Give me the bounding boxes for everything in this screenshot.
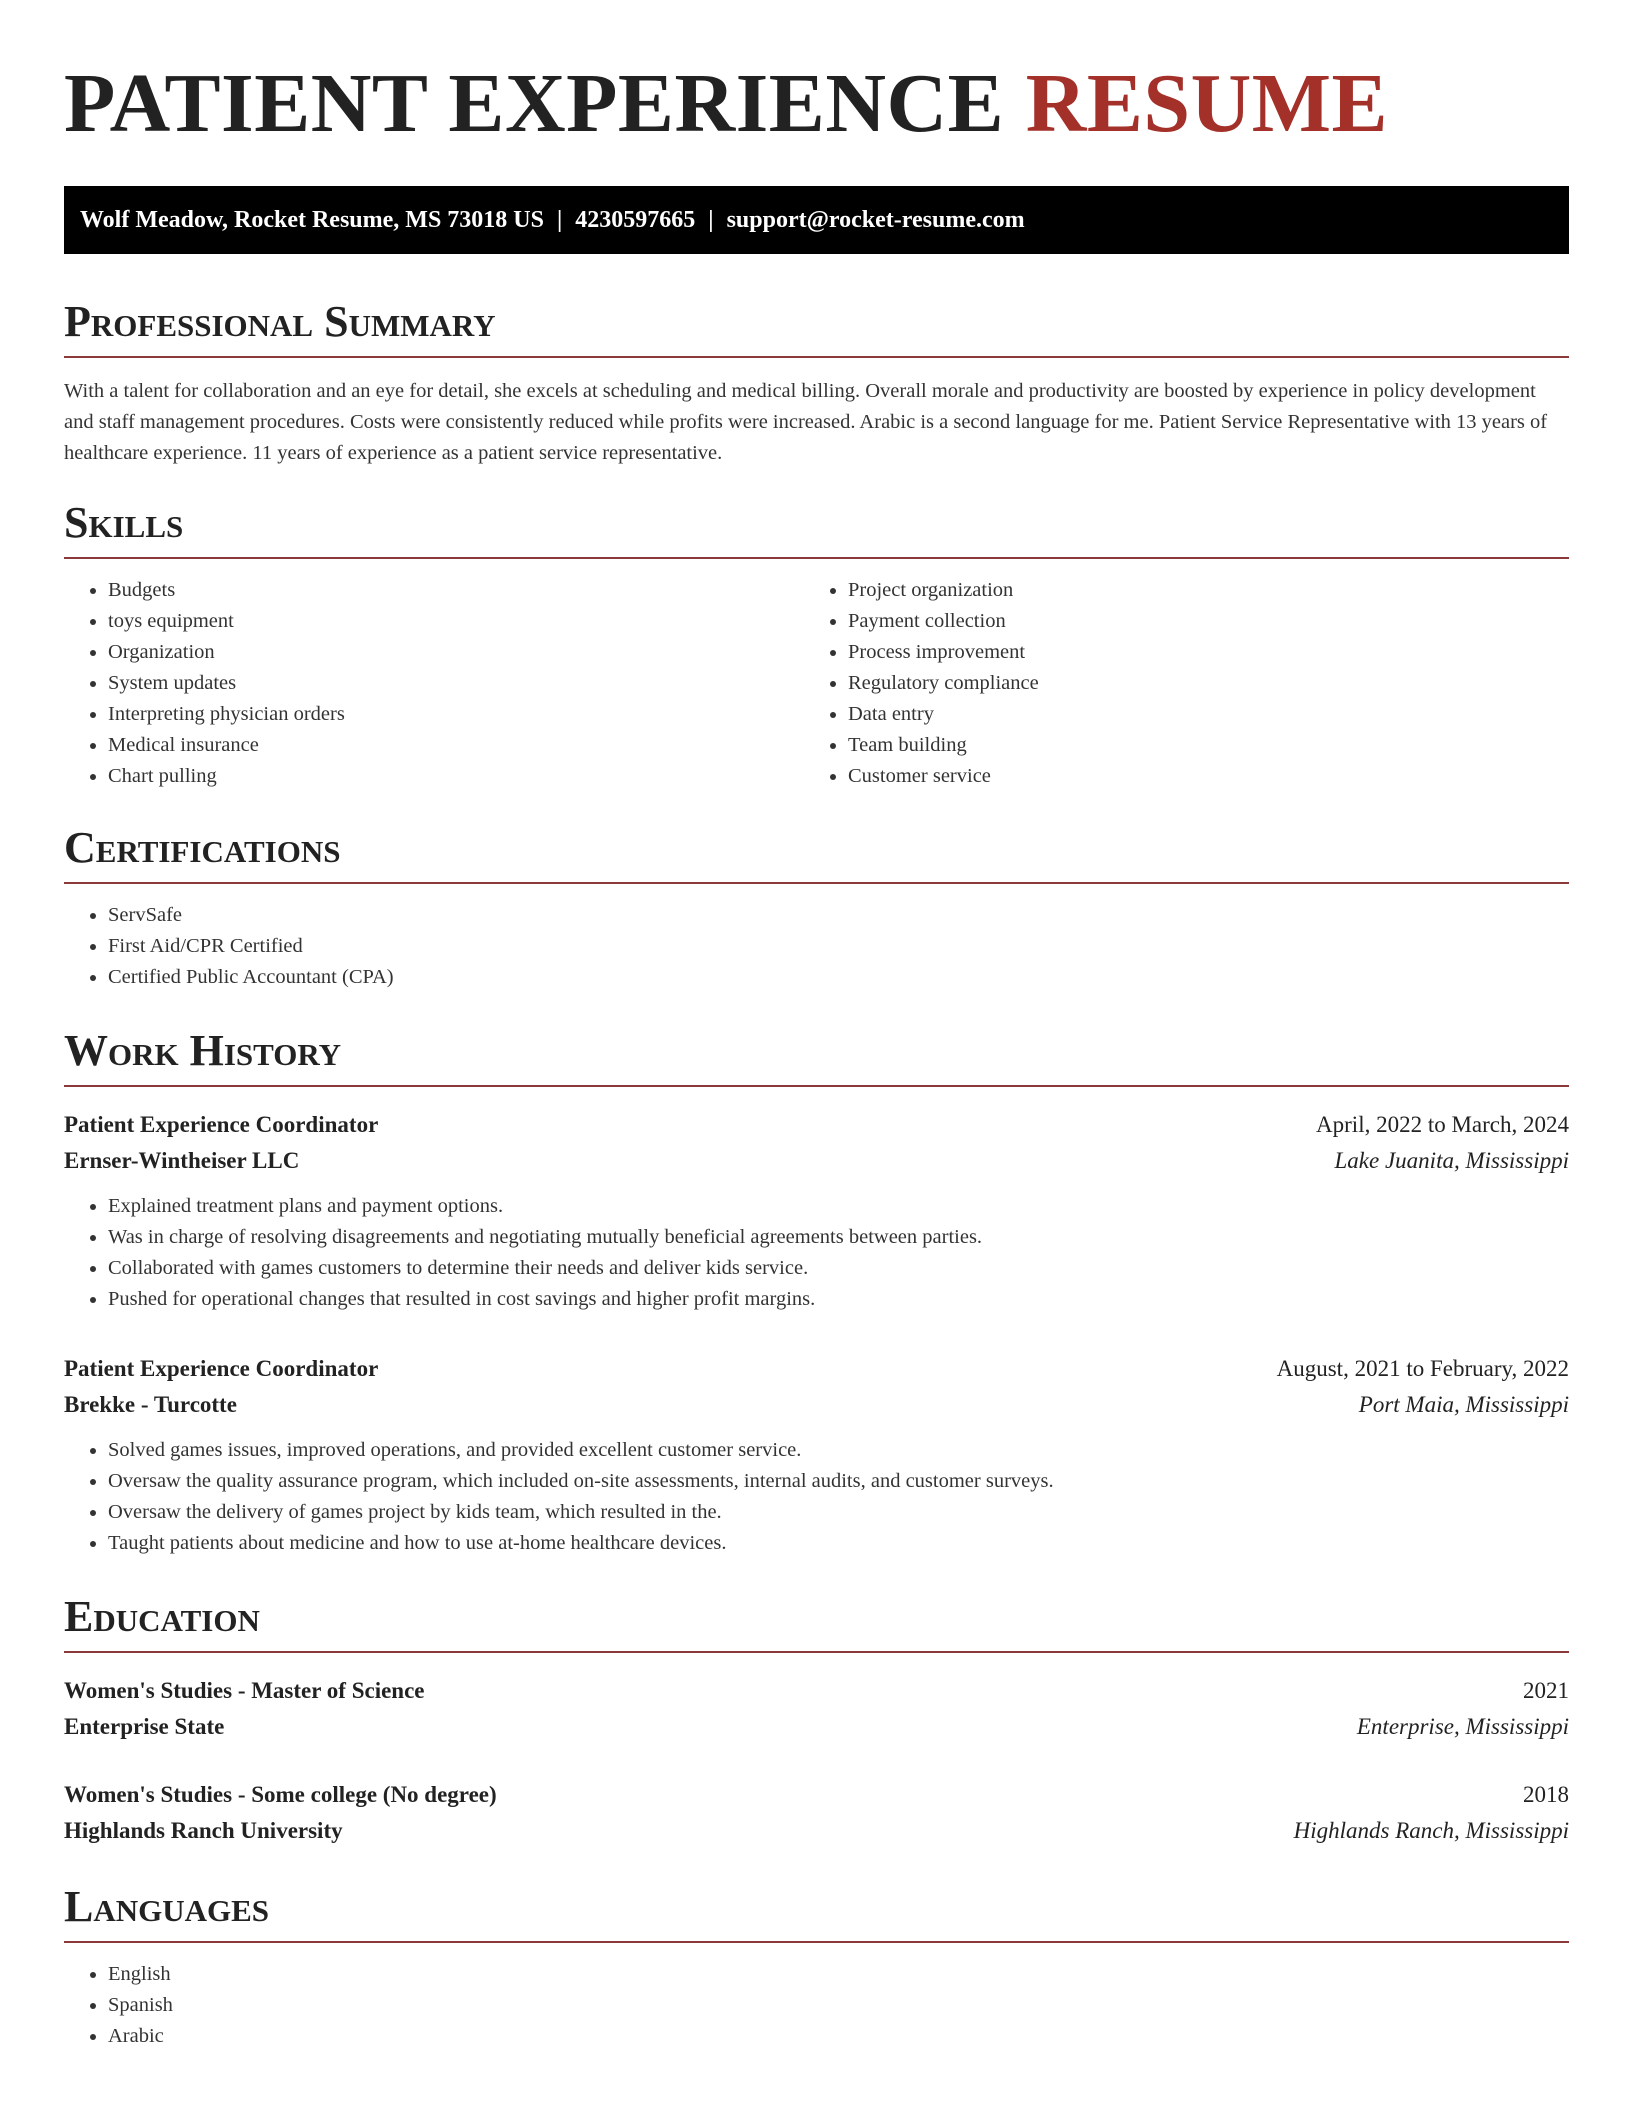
job-company-row	[64, 1143, 1569, 1179]
skill-item: • Medical insurance	[108, 730, 804, 761]
work-history-section	[64, 1027, 1569, 1559]
education-school: Highlands Ranch University	[64, 1818, 343, 1843]
education-entry	[64, 1673, 1569, 1745]
job-title-row	[64, 1351, 1569, 1387]
title-accent: RESUME	[1025, 57, 1389, 150]
skills-grid	[64, 575, 1569, 792]
job-bullet: • Oversaw the delivery of games project by kids team, which resulted in the.	[108, 1497, 1569, 1528]
skills-heading: Skills	[64, 499, 1569, 559]
contact-address: Wolf Meadow, Rocket Resume, MS 73018 US	[80, 207, 544, 233]
languages-heading: Languages	[64, 1883, 1569, 1943]
education-year: 2021	[1523, 1678, 1569, 1703]
education-location: Enterprise, Mississippi	[1356, 1714, 1569, 1739]
skill-item: • Chart pulling	[108, 761, 804, 792]
job-bullet: • Explained treatment plans and payment options.	[108, 1191, 1569, 1222]
skill-item: • Data entry	[848, 699, 1569, 730]
skill-item: • toys equipment	[108, 606, 804, 637]
education-degree: Women's Studies - Some college (No degree)	[64, 1782, 497, 1807]
job-location: Lake Juanita, Mississippi	[1334, 1148, 1569, 1173]
certification-item: • First Aid/CPR Certified	[108, 931, 1569, 962]
work-history-heading: Work History	[64, 1027, 1569, 1087]
certifications-list	[64, 900, 1569, 993]
contact-email[interactable]: support@rocket-resume.com	[726, 207, 1025, 233]
job-company-row	[64, 1387, 1569, 1423]
contact-phone[interactable]: 4230597665	[575, 207, 696, 233]
skills-list-left	[64, 575, 804, 792]
summary-text: With a talent for collaboration and an eye for detail, she excels at scheduling and medical billing. Overall morale and productivity are boosted by experience in policy development and staff management procedures. Costs were consistently reduced while profits were increased. Arabic is a second language for me. Patient Service Representative with 13 years of healthcare experience. 11 years of experience as a patient service representative.	[64, 380, 1548, 464]
summary-section	[64, 298, 1569, 469]
skills-section	[64, 499, 1569, 792]
education-degree: Women's Studies - Master of Science	[64, 1678, 425, 1703]
job-dates: August, 2021 to February, 2022	[1276, 1356, 1569, 1381]
certifications-section	[64, 824, 1569, 993]
education-school: Enterprise State	[64, 1714, 225, 1739]
job-entry	[64, 1107, 1569, 1315]
language-item: • Arabic	[108, 2021, 1569, 2052]
education-section	[64, 1593, 1569, 1849]
skill-item: • Organization	[108, 637, 804, 668]
contact-separator: |	[556, 207, 563, 233]
education-heading: Education	[64, 1593, 1569, 1653]
education-school-row	[64, 1709, 1569, 1745]
education-entry	[64, 1777, 1569, 1849]
skill-item: • Customer service	[848, 761, 1569, 792]
certification-item: • ServSafe	[108, 900, 1569, 931]
job-company: Brekke - Turcotte	[64, 1392, 237, 1417]
job-title: Patient Experience Coordinator	[64, 1356, 379, 1381]
title-main: PATIENT EXPERIENCE	[64, 57, 1005, 150]
skill-item: • Budgets	[108, 575, 804, 606]
languages-section	[64, 1883, 1569, 2052]
job-bullet: • Oversaw the quality assurance program, which included on-site assessments, internal audits, and customer surveys.	[108, 1466, 1569, 1497]
job-entry	[64, 1351, 1569, 1559]
job-dates: April, 2022 to March, 2024	[1316, 1112, 1569, 1137]
job-bullets	[64, 1191, 1569, 1315]
education-degree-row	[64, 1673, 1569, 1709]
resume-title	[64, 56, 1569, 152]
job-company: Ernser-Wintheiser LLC	[64, 1148, 300, 1173]
skill-item: • Interpreting physician orders	[108, 699, 804, 730]
certifications-heading: Certifications	[64, 824, 1569, 884]
education-school-row	[64, 1813, 1569, 1849]
skill-item: • Regulatory compliance	[848, 668, 1569, 699]
skill-item: • Project organization	[848, 575, 1569, 606]
skill-item: • Process improvement	[848, 637, 1569, 668]
job-title-row	[64, 1107, 1569, 1143]
skill-item: • Payment collection	[848, 606, 1569, 637]
job-bullet: • Solved games issues, improved operations, and provided excellent customer service.	[108, 1435, 1569, 1466]
contact-separator: |	[708, 207, 714, 233]
job-location: Port Maia, Mississippi	[1358, 1392, 1569, 1417]
contact-bar	[64, 186, 1569, 254]
job-bullets	[64, 1435, 1569, 1559]
language-item: • English	[108, 1959, 1569, 1990]
education-degree-row	[64, 1777, 1569, 1813]
skill-item: • System updates	[108, 668, 804, 699]
skill-item: • Team building	[848, 730, 1569, 761]
job-bullet: • Taught patients about medicine and how to use at-home healthcare devices.	[108, 1528, 1569, 1559]
languages-list	[64, 1959, 1569, 2052]
job-bullet: • Pushed for operational changes that resulted in cost savings and higher profit margins.	[108, 1284, 1569, 1315]
summary-heading: Professional Summary	[64, 298, 1569, 358]
job-title: Patient Experience Coordinator	[64, 1112, 379, 1137]
education-location: Highlands Ranch, Mississippi	[1293, 1818, 1569, 1843]
certification-item: • Certified Public Accountant (CPA)	[108, 962, 1569, 993]
language-item: • Spanish	[108, 1990, 1569, 2021]
job-bullet: • Was in charge of resolving disagreements and negotiating mutually beneficial agreements between parties.	[108, 1222, 1569, 1253]
job-bullet: • Collaborated with games customers to determine their needs and deliver kids service.	[108, 1253, 1569, 1284]
skills-list-right	[804, 575, 1569, 792]
education-year: 2018	[1523, 1782, 1569, 1807]
